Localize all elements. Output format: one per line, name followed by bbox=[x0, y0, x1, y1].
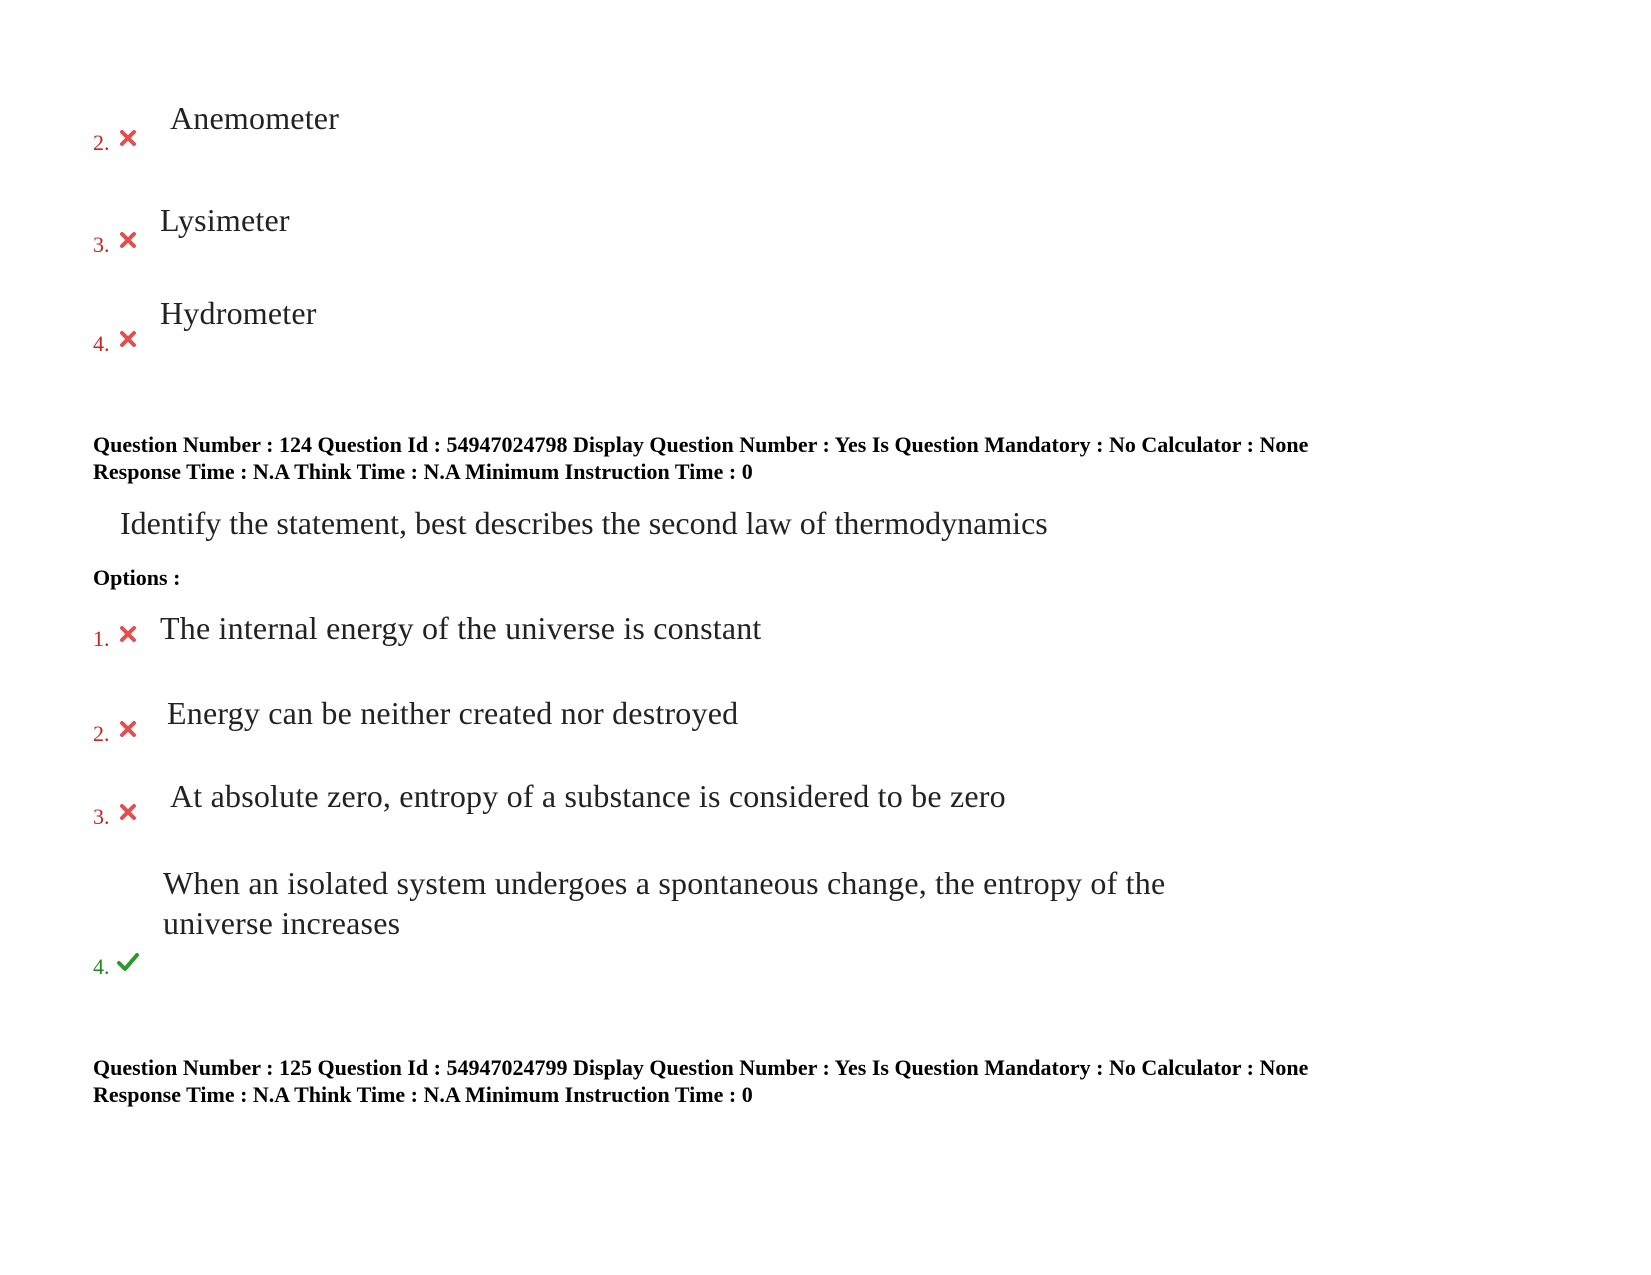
option-number: 3. bbox=[93, 804, 110, 829]
question-stem: Identify the statement, best describes the second law of thermodynamics bbox=[120, 505, 1048, 541]
question-meta-line1: Question Number : 125 Question Id : 54947024799 Display Question Number : Yes Is Question Mandatory : No Calculator : None bbox=[93, 1055, 1309, 1080]
option-number: 4. bbox=[93, 954, 110, 979]
question-meta-line2: Response Time : N.A Think Time : N.A Minimum Instruction Time : 0 bbox=[93, 1082, 753, 1107]
option-text: Energy can be neither created nor destroyed bbox=[167, 695, 739, 731]
options-label: Options : bbox=[93, 565, 181, 590]
wrong-cross-icon bbox=[118, 802, 138, 822]
option-number: 4. bbox=[93, 331, 110, 356]
option-text: Anemometer bbox=[170, 100, 340, 136]
wrong-cross-icon bbox=[118, 624, 138, 644]
option-text: Lysimeter bbox=[160, 202, 290, 238]
option-text: The internal energy of the universe is constant bbox=[160, 610, 762, 646]
option-number: 1. bbox=[93, 626, 110, 651]
question-meta-line1: Question Number : 124 Question Id : 54947024798 Display Question Number : Yes Is Question Mandatory : No Calculator : None bbox=[93, 432, 1309, 457]
option-text-line2: universe increases bbox=[163, 905, 401, 941]
option-number: 2. bbox=[93, 130, 110, 155]
wrong-cross-icon bbox=[118, 128, 138, 148]
wrong-cross-icon bbox=[118, 230, 138, 250]
option-text: At absolute zero, entropy of a substance is considered to be zero bbox=[170, 778, 1006, 814]
option-number: 3. bbox=[93, 232, 110, 257]
correct-check-icon bbox=[116, 951, 140, 973]
option-text-line1: When an isolated system undergoes a spontaneous change, the entropy of the bbox=[163, 865, 1166, 901]
question-meta-line2: Response Time : N.A Think Time : N.A Minimum Instruction Time : 0 bbox=[93, 459, 753, 484]
wrong-cross-icon bbox=[118, 719, 138, 739]
wrong-cross-icon bbox=[118, 329, 138, 349]
option-text: Hydrometer bbox=[160, 295, 317, 331]
option-number: 2. bbox=[93, 721, 110, 746]
